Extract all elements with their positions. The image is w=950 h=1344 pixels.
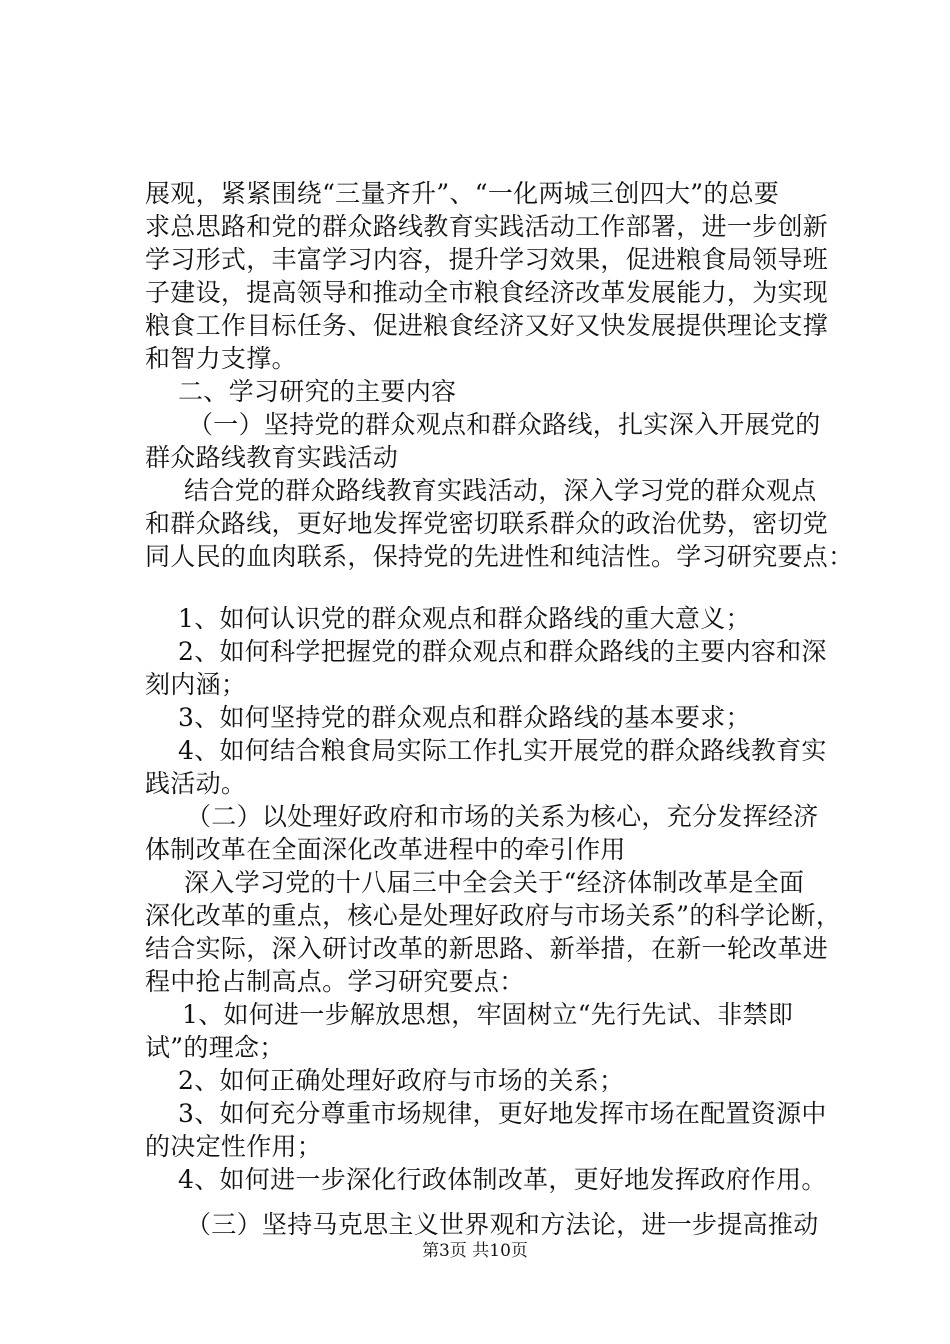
text-line: 深化改革的重点，核心是处理好政府与市场关系”的科学论断， <box>145 901 842 930</box>
list-item: 3、如何坚持党的群众观点和群众路线的基本要求； <box>178 703 751 732</box>
text-line: 程中抢占制高点。学习研究要点： <box>145 967 525 996</box>
list-item: 试”的理念； <box>145 1033 285 1062</box>
subsection-heading: 体制改革在全面深化改革进程中的牵引作用 <box>145 835 626 864</box>
text-line: 展观，紧紧围绕“三量齐升”、“一化两城三创四大”的总要 <box>145 179 780 208</box>
subsection-heading: （一）坚持党的群众观点和群众路线，扎实深入开展党的 <box>188 410 821 439</box>
section-heading: 二、学习研究的主要内容 <box>178 377 457 406</box>
subsection-heading: （三）坚持马克思主义世界观和方法论，进一步提高推动 <box>186 1210 819 1239</box>
list-item: 3、如何充分尊重市场规律，更好地发挥市场在配置资源中 <box>178 1099 827 1128</box>
text-line: 结合实际，深入研讨改革的新思路、新举措，在新一轮改革进 <box>145 934 829 963</box>
list-item: 刻内涵； <box>145 670 247 699</box>
subsection-heading: 群众路线教育实践活动 <box>145 443 399 472</box>
list-item: 1、如何认识党的群众观点和群众路线的重大意义； <box>178 604 751 633</box>
page-footer: 第3页 共10页 <box>422 1241 528 1261</box>
list-item: 1、如何进一步解放思想，牢固树立“先行先试、非禁即 <box>182 1000 794 1029</box>
list-item: 4、如何结合粮食局实际工作扎实开展党的群众路线教育实 <box>178 736 827 765</box>
list-item: 2、如何科学把握党的群众观点和群众路线的主要内容和深 <box>178 637 827 666</box>
text-line: 结合党的群众路线教育实践活动，深入学习党的群众观点 <box>184 476 817 505</box>
list-item: 践活动。 <box>145 769 247 798</box>
text-line: 深入学习党的十八届三中全会关于“经济体制改革是全面 <box>184 868 805 897</box>
text-line: 子建设，提高领导和推动全市粮食经济改革发展能力，为实现 <box>145 278 829 307</box>
list-item: 4、如何进一步深化行政体制改革，更好地发挥政府作用。 <box>178 1165 827 1194</box>
text-line: 粮食工作目标任务、促进粮食经济又好又快发展提供理论支撑 <box>145 311 829 340</box>
text-line: 和智力支撑。 <box>145 344 297 373</box>
text-line: 学习形式，丰富学习内容，提升学习效果，促进粮食局领导班 <box>145 245 829 274</box>
text-line: 和群众路线，更好地发挥党密切联系群众的政治优势，密切党 <box>145 509 829 538</box>
list-item: 的决定性作用； <box>145 1132 323 1161</box>
list-item: 2、如何正确处理好政府与市场的关系； <box>178 1066 625 1095</box>
text-line: 求总思路和党的群众路线教育实践活动工作部署，进一步创新 <box>145 212 829 241</box>
text-line: 同人民的血肉联系，保持党的先进性和纯洁性。学习研究要点： <box>145 542 854 571</box>
subsection-heading: （二）以处理好政府和市场的关系为核心，充分发挥经济 <box>186 802 819 831</box>
